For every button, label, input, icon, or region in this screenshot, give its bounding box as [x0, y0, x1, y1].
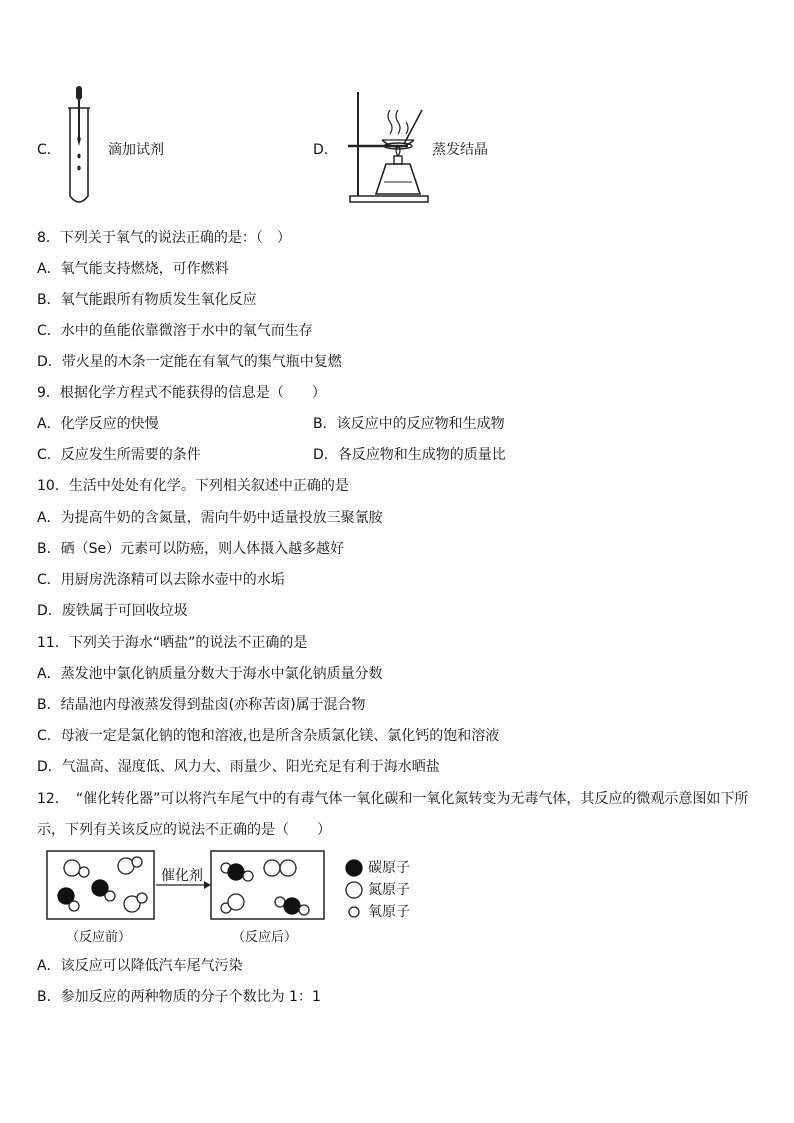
question-11-option-a: A．蒸发池中氯化钠质量分数大于海水中氯化钠质量分数: [37, 666, 383, 682]
question-8-stem: 8．下列关于氧气的说法正确的是：（ ）: [37, 230, 291, 246]
question-10-option-b: B．硒（Se）元素可以防癌，则人体摄入越多越好: [37, 541, 345, 557]
question-10-option-c: C．用厨房洗涤精可以去除水壶中的水垢: [37, 572, 285, 588]
legend-oxygen-label: 氧原子: [368, 904, 410, 920]
dropper-test-tube-illustration: [62, 86, 102, 208]
legend-nitrogen-label: 氮原子: [368, 882, 410, 898]
question-10-option-a: A．为提高牛奶的含氮量，需向牛奶中适量投放三聚氰胺: [37, 510, 383, 526]
question-9-option-d: D．各反应物和生成物的质量比: [313, 447, 506, 463]
question-8-option-c: C．水中的鱼能依靠微溶于水中的氧气而生存: [37, 323, 313, 339]
option-c-caption: 滴加试剂: [108, 142, 164, 158]
question-12-stem-line2: 示，下列有关该反应的说法不正确的是（ ）: [37, 822, 331, 838]
option-d-caption: 蒸发结晶: [432, 142, 488, 158]
legend-nitrogen-marker: [346, 882, 362, 898]
question-11-option-b: B．结晶池内母液蒸发得到盐卤(亦称苦卤)属于混合物: [37, 697, 366, 713]
question-12-option-b: B．参加反应的两种物质的分子个数比为 1：1: [37, 989, 321, 1005]
question-8-option-a: A．氧气能支持燃烧，可作燃料: [37, 261, 229, 277]
question-9-option-b: B．该反应中的反应物和生成物: [313, 416, 505, 432]
after-reaction-label: （反应后）: [232, 930, 298, 945]
legend-carbon-marker: [346, 860, 362, 876]
question-11-option-c: C．母液一定是氯化钠的饱和溶液,也是所含杂质氯化镁、氯化钙的饱和溶液: [37, 728, 500, 744]
option-d-letter: D．: [313, 142, 338, 158]
option-c-letter: C．: [37, 142, 61, 158]
question-8-option-d: D．带火星的木条一定能在有氧气的集气瓶中复燃: [37, 354, 342, 370]
legend-oxygen-marker: [349, 907, 359, 917]
question-9-option-a: A．化学反应的快慢: [37, 416, 159, 432]
question-9-stem: 9．根据化学方程式不能获得的信息是（ ）: [37, 385, 326, 401]
question-10-option-d: D．废铁属于可回收垃圾: [37, 603, 188, 619]
before-reaction-label: （反应前）: [66, 930, 132, 945]
question-12-option-a: A．该反应可以降低汽车尾气污染: [37, 958, 243, 974]
question-11-stem: 11．下列关于海水“晒盐”的说法不正确的是: [37, 635, 308, 651]
catalyst-label: 催化剂: [161, 868, 203, 884]
question-8-option-b: B．氧气能跟所有物质发生氧化反应: [37, 292, 257, 308]
evaporation-apparatus-illustration: [346, 88, 430, 206]
question-9-option-c: C．反应发生所需要的条件: [37, 447, 201, 463]
legend-carbon-label: 碳原子: [368, 860, 410, 876]
question-12-stem-line1: 12． “催化转化器”可以将汽车尾气中的有毒气体一氧化碳和一氧化氮转变为无毒气体，其反应的微观示意图如下所: [37, 791, 749, 807]
question-10-stem: 10．生活中处处有化学。下列相关叙述中正确的是: [37, 478, 349, 494]
question-11-option-d: D．气温高、湿度低、风力大、雨量少、阳光充足有利于海水晒盐: [37, 759, 440, 775]
